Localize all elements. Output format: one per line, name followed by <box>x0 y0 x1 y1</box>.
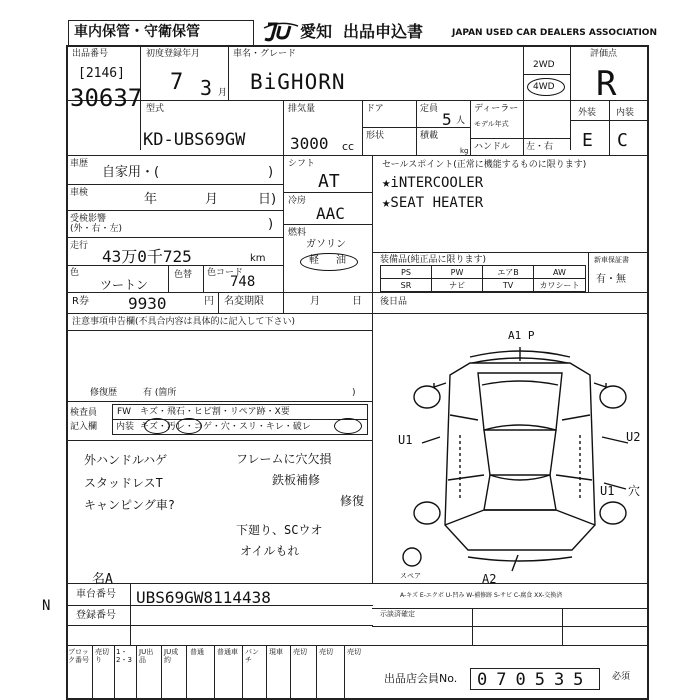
color-value: ツートン <box>100 278 149 292</box>
use-label: 車歴 <box>70 159 89 169</box>
association-name: JAPAN USED CAR DEALERS ASSOCIATION <box>452 28 657 38</box>
member-label: 出品店会員No. <box>384 672 458 685</box>
storage-label: 車内保管・守衛保管 <box>74 24 200 40</box>
divider <box>228 45 229 100</box>
sales-point-2: ★SEAT HEATER <box>382 195 484 211</box>
lot-number: 30637 <box>70 84 143 112</box>
col-regular: 普通 <box>190 648 204 656</box>
divider <box>161 645 162 700</box>
inspector-fw-items: キズ・飛石・ヒビ割・リペア跡・X要 <box>140 407 290 417</box>
col-sell-3: 売切 <box>347 648 361 656</box>
equipment-grid <box>380 265 586 293</box>
inspection-label: 車検 <box>70 188 89 198</box>
divider <box>136 645 137 700</box>
note-4: フレームに穴欠損 <box>236 452 332 466</box>
fuel-gasoline: ガソリン <box>306 239 346 250</box>
reg-month: 3 <box>200 76 213 100</box>
col-sell-1: 売切 <box>293 648 307 656</box>
divider <box>283 224 372 225</box>
note-1: 外ハンドルハゲ <box>84 453 168 467</box>
repair-history-close: ) <box>352 388 356 398</box>
note-8: オイルもれ <box>240 544 300 558</box>
equip-navi: ナビ <box>431 278 483 292</box>
drive-4wd: 4WD <box>533 82 555 92</box>
model-label: 型式 <box>146 104 165 114</box>
circle-mark <box>176 418 202 434</box>
divider <box>470 100 471 155</box>
member-number-box <box>470 668 600 690</box>
divider <box>472 608 473 645</box>
color-code: 748 <box>230 274 256 290</box>
car-damage-diagram <box>390 325 648 587</box>
capacity-label: 定員 <box>420 104 439 114</box>
divider <box>416 127 470 128</box>
recycle-yen: 円 <box>204 296 214 307</box>
divider <box>203 265 204 292</box>
inspector-label-1: 検査員 <box>70 408 98 418</box>
circle-mark <box>334 418 362 434</box>
inspector-label-2: 記入欄 <box>70 422 98 432</box>
diagram-front-mark: A1 P <box>508 329 535 342</box>
diagram-left-mark: U1 <box>398 433 413 447</box>
equipment-title: 装備品(純正品に限ります) <box>380 255 487 265</box>
kg-unit: kg <box>460 147 469 155</box>
exterior-label: 外装 <box>578 108 597 118</box>
left-margin-mark: N <box>42 598 51 614</box>
member-number: 070535 <box>477 670 593 690</box>
cooler-value: AAC <box>316 204 345 223</box>
aftermarket-label: 後日品 <box>380 297 408 307</box>
score-label: 評価点 <box>590 49 618 59</box>
model-value: KD-UBS69GW <box>143 130 246 150</box>
reg-year: 7 <box>170 70 184 95</box>
diagram-right-mark: U2 <box>626 430 641 444</box>
divider <box>372 313 373 583</box>
divider <box>372 626 649 627</box>
col-sold: 売切り <box>95 648 109 664</box>
note-7: 下廻り、SCウオ <box>236 523 323 537</box>
chassis-value: UBS69GW8114438 <box>136 588 271 607</box>
divider <box>66 440 372 441</box>
inspector-interior: 内装 <box>116 422 135 432</box>
use-value: 自家用・( <box>102 165 160 180</box>
col-123: 1・2・3 <box>116 648 132 664</box>
inspection-day: 日) <box>258 192 277 207</box>
divider <box>570 45 571 150</box>
note-2: スタッドレスT <box>84 476 163 490</box>
displacement-label: 排気量 <box>288 104 316 114</box>
divider <box>66 100 649 101</box>
inspection-month: 月 <box>205 192 219 207</box>
cc-unit: cc <box>342 140 355 153</box>
form-title: 出品申込書 <box>343 22 424 41</box>
settlement-label: 示談済確定 <box>380 610 415 618</box>
sales-title: セールスポイント(正常に機能するものに限ります) <box>382 160 587 170</box>
divider <box>362 127 416 128</box>
interior-label: 内装 <box>616 108 635 118</box>
mileage-unit: km <box>250 253 266 264</box>
divider <box>266 645 267 700</box>
note-3: キャンピング車? <box>84 498 175 512</box>
corner-note: 必須 <box>612 672 631 682</box>
divider <box>66 583 649 584</box>
month-suffix: 月 <box>218 88 228 98</box>
divider <box>66 313 649 314</box>
car-name-label: 車名・グレード <box>233 49 297 59</box>
car-name: BiGHORN <box>250 70 346 94</box>
chassis-label: 車台番号 <box>76 589 116 600</box>
recycle-value: 9930 <box>128 294 167 313</box>
door-label: ドア <box>366 104 384 114</box>
divider <box>523 74 570 75</box>
shape-label: 形状 <box>366 131 385 141</box>
divider <box>283 100 284 155</box>
col-sell-2: 売切 <box>319 648 333 656</box>
lot-small: [2146] <box>78 66 125 81</box>
fuel-light: 軽 <box>309 255 319 266</box>
divider <box>66 330 372 331</box>
divider <box>66 184 283 185</box>
color-code-label: 色コード <box>207 268 244 278</box>
divider <box>344 645 345 700</box>
repair-history-value: 有 (箇所 <box>143 388 177 398</box>
divider <box>92 645 93 700</box>
interior-grade: C <box>617 130 628 151</box>
notes-title: 注意事項申告欄(不具合内容は具体的に記入して下さい) <box>72 317 296 327</box>
shift-value: AT <box>318 171 340 192</box>
score-value: R <box>596 64 617 104</box>
col-block: ブロック番号 <box>68 648 89 664</box>
exterior-grade: E <box>582 130 593 151</box>
repair-history-label: 修復歴 <box>90 388 118 398</box>
legend-table <box>372 600 649 645</box>
repair-label: (外・右・左) <box>70 224 123 234</box>
fuel-label: 燃料 <box>288 228 307 238</box>
divider <box>470 138 570 139</box>
org-name: 愛知 <box>300 22 333 41</box>
lot-label: 出品番号 <box>72 49 109 59</box>
divider <box>66 401 372 402</box>
damage-legend: A-キズ E-エクボ U-凹み W-補修跡 S-サビ C-腐食 XX-交換済 <box>400 592 563 599</box>
divider <box>290 645 291 700</box>
newcar-label: 新車保証書 <box>594 256 629 264</box>
divider <box>66 625 373 626</box>
divider <box>66 155 649 156</box>
divider <box>218 292 219 313</box>
block-grid <box>66 645 373 700</box>
model-year-label: モデル年式 <box>474 120 509 128</box>
divider <box>130 583 131 645</box>
transfer-label: 名変期限 <box>224 296 264 307</box>
divider <box>66 237 283 238</box>
note-6: 修復 <box>340 494 365 508</box>
mileage-value: 43万0千725 <box>102 247 192 266</box>
spare-label: スペア <box>400 572 421 580</box>
mileage-label: 走行 <box>70 241 89 251</box>
color-repaint: 色替 <box>174 270 193 280</box>
divider <box>283 155 284 313</box>
inspector-interior-items: キズ・汚レ・コゲ・穴・スリ・キレ・破レ <box>140 422 311 432</box>
cooler-label: 冷房 <box>288 196 307 206</box>
reg-label: 初度登録年月 <box>146 49 201 59</box>
equip-pw: PW <box>431 265 483 279</box>
capacity-value: 5 <box>442 110 452 129</box>
divider <box>609 100 610 155</box>
use-close: ) <box>268 165 274 180</box>
divider <box>372 608 649 609</box>
load-label: 積載 <box>420 131 439 141</box>
divider <box>66 210 283 211</box>
inspector-fw: FW <box>117 407 132 417</box>
divider <box>562 608 563 645</box>
trouble-label: 受検影響 <box>70 214 107 224</box>
equip-airbag: エアB <box>482 265 534 279</box>
col-ju-contract: JU成約 <box>164 648 179 664</box>
ju-logo <box>262 20 300 42</box>
handle-value: 左・右 <box>526 142 554 152</box>
diagram-right-mark-2: U1 <box>600 484 615 498</box>
sales-point-1: ★iNTERCOOLER <box>382 175 484 191</box>
displacement-value: 3000 <box>290 134 329 153</box>
color-label: 色 <box>70 268 80 278</box>
trouble-close: ) <box>268 217 274 232</box>
divider <box>372 155 373 313</box>
person-unit: 人 <box>456 116 466 126</box>
transfer-month: 月 <box>310 296 320 307</box>
col-ju-listing: JU出品 <box>139 648 154 664</box>
equip-tv: TV <box>482 278 534 292</box>
transfer-day: 日 <box>352 296 362 307</box>
divider <box>316 645 317 700</box>
divider <box>242 645 243 700</box>
plate-label: 登録番号 <box>76 610 116 621</box>
equip-ps: PS <box>380 265 432 279</box>
divider <box>214 645 215 700</box>
col-actual-car: 現車 <box>269 648 283 656</box>
newcar-value: 有・無 <box>596 274 626 285</box>
dealer-label: ディーラー <box>474 104 519 114</box>
divider <box>372 252 649 253</box>
diagram-right-mark-3: 穴 <box>628 484 641 498</box>
col-punch: パンチ <box>245 648 259 664</box>
fuel-oil: 油 <box>336 255 346 266</box>
divider <box>168 265 169 292</box>
shift-label: シフト <box>288 159 316 169</box>
circle-mark <box>144 418 170 434</box>
divider <box>114 645 115 700</box>
inspection-year: 年 <box>144 192 158 207</box>
recycle-label: R券 <box>72 296 89 307</box>
divider <box>588 252 589 292</box>
equip-aw: AW <box>533 265 586 279</box>
signature: 名A <box>92 572 113 587</box>
handle-label: ハンドル <box>474 142 511 152</box>
divider <box>186 645 187 700</box>
divider <box>283 192 372 193</box>
equip-sr: SR <box>380 278 432 292</box>
col-regular-car: 普通車 <box>217 648 238 656</box>
drive-2wd: 2WD <box>533 60 555 70</box>
equip-leather: カワシート <box>533 278 586 292</box>
note-5: 鉄板補修 <box>272 473 321 487</box>
diagram-rear-mark: A2 <box>482 572 497 586</box>
